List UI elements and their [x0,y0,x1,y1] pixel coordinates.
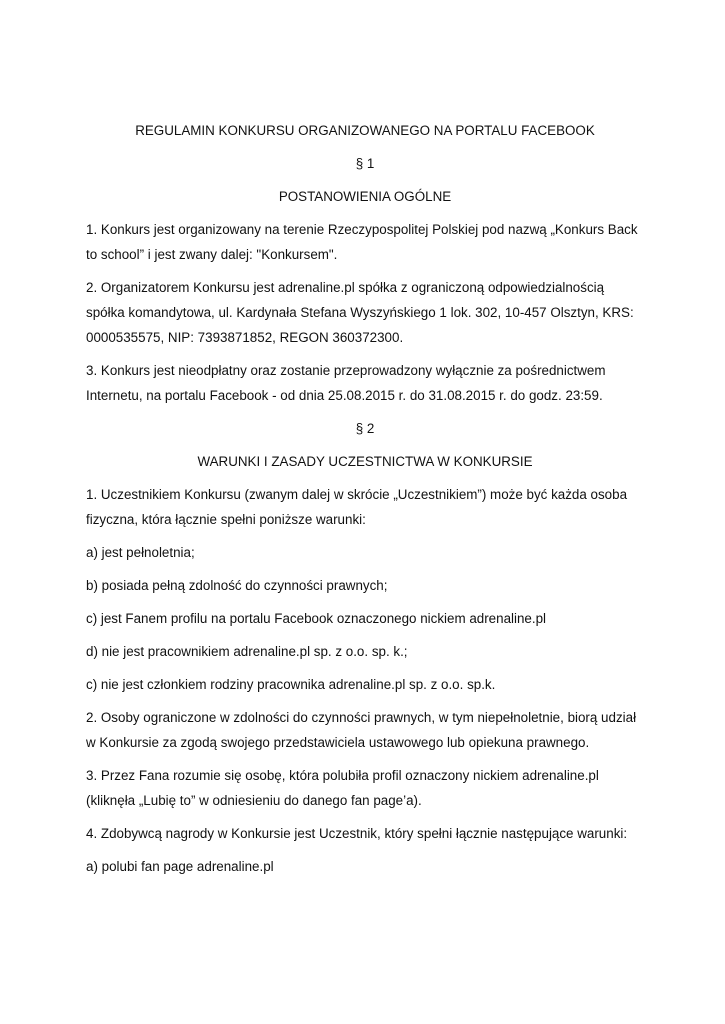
section-1-paragraph-2: 2. Organizatorem Konkursu jest adrenaline.pl spółka z ograniczoną odpowiedzialnością spółka komandytowa, ul. Kardynała Stefana Wyszyńskiego 1 lok. 302, 10-457 Olsztyn, KRS: 0000535575, NIP: 7393871852, REGON 360372300. [86,280,634,345]
section-2-paragraph-2: 2. Osoby ograniczone w zdolności do czynności prawnych, w tym niepełnoletnie, biorą udział w Konkursie za zgodą swojego przedstawiciela ustawowego lub opiekuna prawnego. [86,710,637,750]
section-2-paragraph-4: 4. Zdobywcą nagrody w Konkursie jest Uczestnik, który spełni łącznie następujące warunki: [86,826,628,841]
section-2-item-d: d) nie jest pracownikiem adrenaline.pl sp. z o.o. sp. k.; [86,644,408,659]
section-2-item-c: c) jest Fanem profilu na portalu Facebook oznaczonego nickiem adrenaline.pl [86,611,547,626]
section-2-symbol: § 2 [355,421,375,436]
section-2-paragraph-1: 1. Uczestnikiem Konkursu (zwanym dalej w skrócie „Uczestnikiem”) może być każda osoba fizyczna, która łącznie spełni poniższe warunki: [86,487,628,527]
section-2-heading: WARUNKI I ZASADY UCZESTNICTWA W KONKURSIE [197,454,533,469]
section-2-paragraph-3: 3. Przez Fana rozumie się osobę, która polubiła profil oznaczony nickiem adrenaline.pl (kliknęła „Lubię to” w odniesieniu do danego fan page’a). [86,768,599,808]
section-2-item-a2: a) polubi fan page adrenaline.pl [86,859,274,874]
section-1-heading: POSTANOWIENIA OGÓLNE [278,189,452,204]
section-2-item-a: a) jest pełnoletnia; [86,545,195,560]
section-2-item-b: b) posiada pełną zdolność do czynności prawnych; [86,578,388,593]
document-body [86,118,644,887]
section-1-paragraph-1: 1. Konkurs jest organizowany na terenie Rzeczypospolitej Polskiej pod nazwą „Konkurs Back to school” i jest zwany dalej: "Konkursem". [86,222,638,262]
section-1-paragraph-3: 3. Konkurs jest nieodpłatny oraz zostanie przeprowadzony wyłącznie za pośrednictwem Internetu, na portalu Facebook - od dnia 25.08.2015 r. do 31.08.2015 r. do godz. 23:59. [86,363,606,403]
section-2-item-c2: c) nie jest członkiem rodziny pracownika adrenaline.pl sp. z o.o. sp.k. [86,677,496,692]
section-1-symbol: § 1 [355,156,375,171]
document-title: REGULAMIN KONKURSU ORGANIZOWANEGO NA PORTALU FACEBOOK [135,123,595,138]
